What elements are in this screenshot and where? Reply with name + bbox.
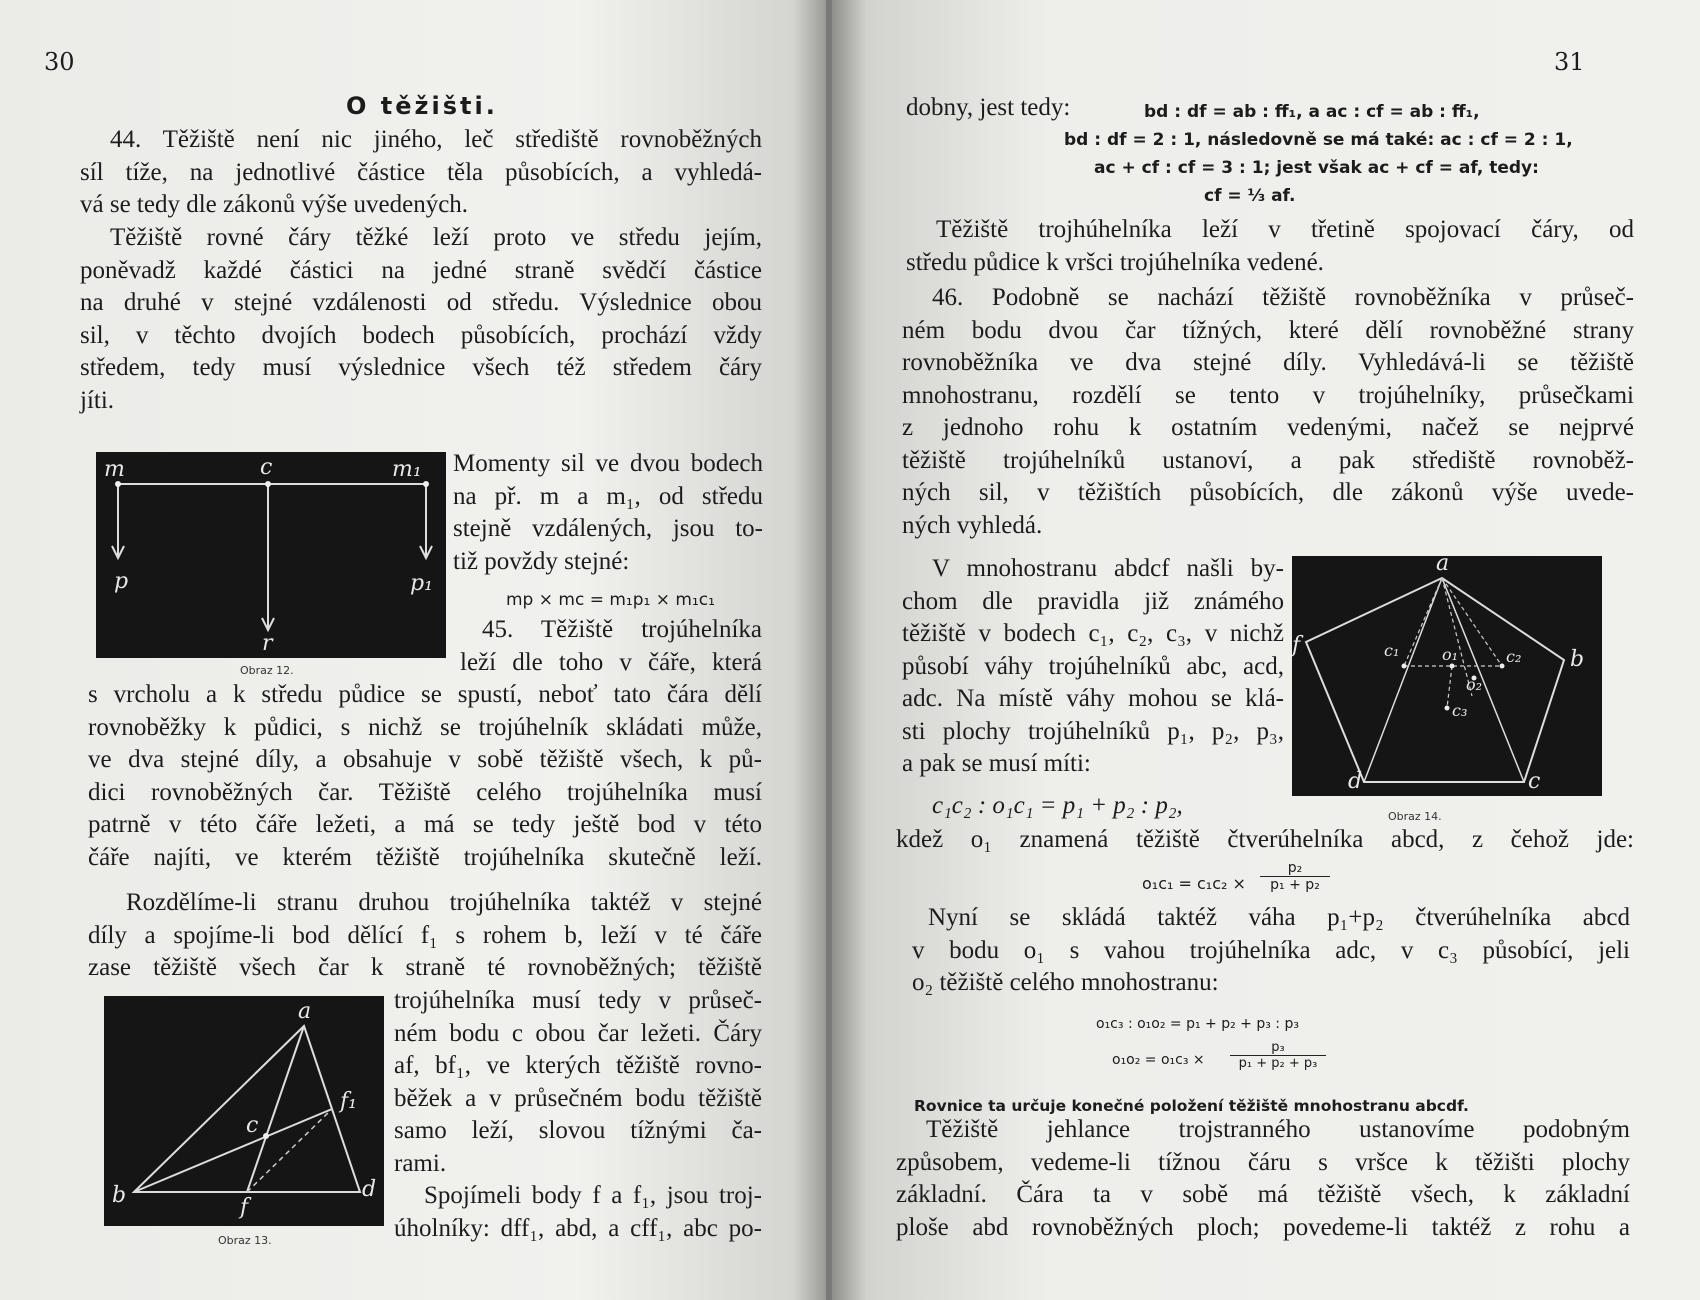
label-m1: m₁ xyxy=(392,457,422,482)
fraction-1: $\frac{\text{p₂}}{\text{p₁ + p₂}}$ xyxy=(1260,860,1330,893)
note-line: Rovnice ta určuje konečné položení těžiště mnohostranu abcdf. xyxy=(914,1097,1469,1115)
left-page xyxy=(0,0,826,1300)
figure-13 xyxy=(104,996,384,1226)
paragraph-connect: Spojímeli body f a f₁, jsou troj- úholníky: dff₁, abd, a cff₁, abc po- xyxy=(394,1182,762,1242)
equation-1: c₁c₂ : o₁c₁ = p₁ + p₂ : p₂, xyxy=(932,792,1183,819)
paragraph-moments: Momenty sil ve dvou bodech na př. m a m₁, od středu stejně vzdálených, jsou to- tiž povždy stejné: xyxy=(453,450,763,575)
page-number: 30 xyxy=(44,48,75,76)
figure-14 xyxy=(1292,556,1602,796)
figure-12-caption: Obraz 12. xyxy=(240,664,294,677)
figure-12 xyxy=(96,452,446,658)
label-d: d xyxy=(362,1177,377,1202)
label-p1: p₁ xyxy=(410,571,433,596)
figure-14-caption: Obraz 14. xyxy=(1388,810,1442,823)
paragraph-line-center: Těžiště rovné čáry těžké leží proto ve středu jejím, poněvadž každé částici na jedné straně svědčí částice na druhé v stejné vzdálenosti od středu. Výslednice obou sil, v těchto dvojích bodech působících, prochází vždy středem, tedy musí výslednice všech též středem čáry jíti. xyxy=(80,224,762,414)
figure-13-drawing xyxy=(104,996,384,1226)
line-kdez: kdež o₁ znamená těžiště čtverúhelníka abcd, z čehož jde: xyxy=(896,826,1634,853)
figure-14-drawing xyxy=(1292,556,1602,796)
label-f: f xyxy=(1292,633,1301,658)
label-o2: o₂ xyxy=(1466,675,1483,694)
label-r: r xyxy=(262,631,273,656)
formula-line-2: bd : df = 2 : 1, následovně se má také: ac : cf = 2 : 1, xyxy=(1064,130,1573,150)
label-c: c xyxy=(246,1113,259,1138)
paragraph-46: 46. Podobně se nachází těžiště rovnoběžníka v průseč- ném bodu dvou čar tížných, které dělí rovnoběžné strany rovnoběžníka ve dva stejné díly. Vyhledává-li se těžiště mnohostranu, rozdělí se tento v trojúhelníky, průsečkami z jednoho rohu k ostatním vedenými, načež se nejprvé těžiště trojúhelníků ustanoví, a pak střediště rovnoběž- ných sil, v těžištích působících, dle zákonů výše uvede- ných vyhledá. xyxy=(902,284,1634,539)
label-c3: c₃ xyxy=(1452,701,1468,720)
formula-line-4: cf = ⅓ af. xyxy=(1204,186,1296,206)
paragraph-pyramid: Těžiště jehlance trojstranného ustanovíme podobným způsobem, vedeme-li tížnou čáru s vršce k těžišti plochy základní. Čára ta v sobě má těžiště všech, k základní ploše abd rovnoběžných ploch; povedeme-li taktéž z rohu a xyxy=(896,1116,1630,1241)
label-c: c xyxy=(1528,769,1541,794)
fraction-1-lhs: o₁c₁ = c₁c₂ × xyxy=(1142,874,1246,893)
label-p: p xyxy=(114,569,129,594)
label-o1: o₁ xyxy=(1442,645,1459,664)
formula-line-3: ac + cf : cf = 3 : 1; jest však ac + cf = af, tedy: xyxy=(1094,158,1539,178)
label-b: b xyxy=(1570,647,1585,672)
label-a: a xyxy=(1436,556,1450,576)
section-heading: O těžišti. xyxy=(346,92,498,120)
figure-12-drawing xyxy=(96,452,446,658)
label-c1: c₁ xyxy=(1384,641,1400,660)
paragraph-divide: Rozdělíme-li stranu druhou trojúhelníka taktéž v stejné díly a spojíme-li bod dělící f₁ s rohem b, leží v té čáře zase těžiště všech čar k straně té rovnoběžných; těžiště xyxy=(88,889,762,981)
label-f1: f₁ xyxy=(340,1089,357,1114)
label-m: m xyxy=(104,457,125,482)
label-a: a xyxy=(298,999,312,1024)
formula-ratio: o₁c₃ : o₁o₂ = p₁ + p₂ + p₃ : p₃ xyxy=(1096,1016,1299,1032)
formula-line-1: bd : df = ab : ff₁, a ac : cf = ab : ff₁, xyxy=(1144,102,1480,122)
paragraph-triangle-centroid: Těžiště trojhúhelníka leží v třetině spojovací čáry, od středu půdice k vršci trojúhelníka vedené. xyxy=(906,216,1634,276)
figure-13-caption: Obraz 13. xyxy=(218,1234,272,1247)
moment-formula: mp × mc = m₁p₁ × m₁c₁ xyxy=(506,590,715,610)
right-page xyxy=(832,0,1700,1300)
label-c: c xyxy=(260,455,273,480)
label-f: f xyxy=(240,1195,249,1220)
fraction-2-lhs: o₁o₂ = o₁c₃ × xyxy=(1112,1052,1205,1068)
paragraph-45-start: 45. Těžiště trojúhelníka leží dle toho v čáře, která xyxy=(460,616,762,676)
label-d: d xyxy=(1348,769,1363,794)
label-b: b xyxy=(112,1183,127,1208)
paragraph-polygon: V mnohostranu abdcf našli by- chom dle pravidla již známého těžiště v bodech c₁, c₂, c₃, v nichž působí váhy trojúhelníků abc, acd, adc. Na místě váhy mohou se klá- sti plochy trojúhelníků p₁, p₂, p₃, a pak se musí míti: xyxy=(902,555,1284,777)
paragraph-44: 44. Těžiště není nic jiného, leč střediště rovnoběžných síl tíže, na jednotlivé částice těla působících, a vyhledá- vá se tedy dle zákonů výše uvedených. xyxy=(80,126,762,218)
page-number: 31 xyxy=(1554,48,1585,76)
paragraph-combine: Nyní se skládá taktéž váha p₁+p₂ čtverúhelníka abcd v bodu o₁ s vahou trojúhelníka adc, v c₃ působící, jeli o₂ těžiště celého mnohostranu: xyxy=(912,904,1630,996)
fraction-2: $\frac{\text{p₃}}{\text{p₁ + p₂ + p₃}}$ xyxy=(1230,1040,1326,1071)
paragraph-intersection: trojúhelníka musí tedy v průseč- ném bodu c obou čar ležeti. Čáry af, bf₁, ve kterých těžiště rovno- běžek a v průsečném bodu těžiště samo leží, slovou tížnými ča- rami. xyxy=(394,987,762,1177)
label-c2: c₂ xyxy=(1506,647,1522,666)
paragraph-45: s vrcholu a k středu půdice se spustí, neboť tato čára dělí rovnoběžky k půdici, s nichž se trojúhelník skládati může, ve dva stejné díly, a obsahuje v sobě těžiště všech, k pů- dici rovnoběžných čar. Těžiště celého trojúhelníka musí patrně v této čáře ležeti, a má se tedy ještě bod v této čáře najíti, ve kterém těžiště trojúhelníka skutečně leží. xyxy=(88,681,762,871)
line-dobny: dobny, jest tedy: xyxy=(906,94,1071,121)
